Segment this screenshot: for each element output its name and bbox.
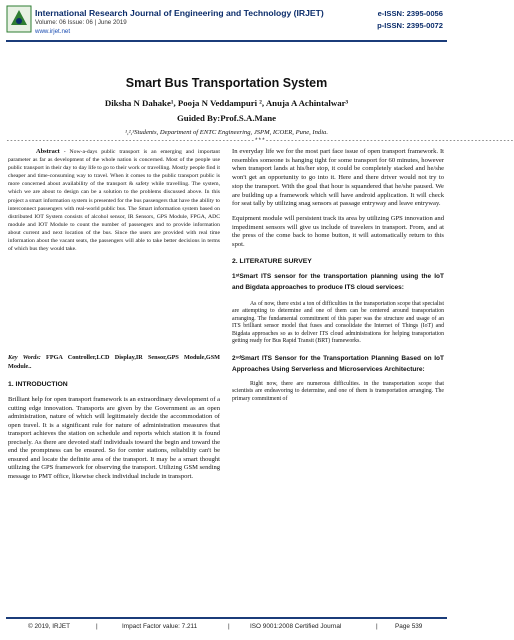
journal-name: International Research Journal of Engineering and Technology (IRJET) [35,8,324,18]
footer-page: Page 539 [395,623,423,630]
survey-item-2-text: Right now, there are numerous difficulties. in the transportation scope that scientists are endeavoring to determine, and one of them is transportation arranging. The primary commitment of [232,380,444,402]
keywords [8,353,220,371]
survey-item-2-title: 2ⁿᵈSmart ITS Sensor for the Transportation Planning Based on IoT Approaches Using Serverless and Microservices Architecture: [232,354,444,373]
eissn: e-ISSN: 2395-0056 [377,9,443,18]
abstract [8,148,220,253]
footer-rule [6,617,447,619]
footer-iso: ISO 9001:2008 Certified Journal [250,623,342,630]
right-para-1: In everyday life we for the most part face issue of open transport framework. It resembles someone is hanging tight for some transport for 60 minutes, however when transport lands at his/her stop, it could be completely stacked and he/she won't get an opportunity to go into it. Here and there driver would not try to stop the transport. With the goal that hour is squandered that he/she paused. We are building up a framework which will have android application. It will check for seat tally by utilizing snag sensors at passage entryway and leave entryway. [232,148,444,208]
footer-separator: | [376,623,378,630]
literature-heading: 2. LITERATURE SURVEY [232,257,312,265]
separator-line: ---------------------------------------------------------------------***--------------------------------------------------------------------- [6,137,514,144]
right-para-2: Equipment module will persistent track its area by utilizing GPS innovation and impediment sensors will give us include of travelers in transport. From, and at the press of the come back to home button, it will automatically return to this spot. [232,214,444,249]
survey-item-1-text: As of now, there exist a ton of difficulties in the transportation scope that specialist are attempting to determine and one of them can be centered around transportation arranging. The fundamental commitment of this paper was the structure and usage of an ITS brilliant sensor model that fuses and consolidate the Internet of Things (IoT) and Bigdata approaches so as to deliver ITS cloud administrations for helping transportation getting ready for Bus Rapid Transit (BRT) frameworks. [232,300,444,345]
survey-item-1-title: 1ˢᵗSmart ITS sensor for the transportation planning using the IoT and Bigdata approaches to produce ITS cloud services: [232,272,444,291]
paper-affiliation: ¹,²,³Students, Department of ENTC Engineering, JSPM, ICOER, Pune, India. [125,129,328,136]
intro-heading: 1. INTRODUCTION [8,381,68,389]
footer-separator: | [228,623,230,630]
abstract-label: Abstract [36,148,60,155]
right-column [232,148,444,403]
volume-line: Volume: 06 Issue: 06 | June 2019 [35,19,127,26]
footer-impact: Impact Factor value: 7.211 [122,623,198,630]
footer-separator: | [96,623,98,630]
paper-guide: Guided By:Prof.S.A.Mane [176,113,277,123]
journal-url[interactable]: www.irjet.net [35,28,71,35]
intro-text: Brilliant help for open transport framework is an extraordinary development of a cutting edge innovation. Transports are given by the Government as an open administration, nature of which will legitimately decide the accommodation of open travel. It is a significant rule for nature of administration measures that transport achieves the station on schedule and reports which station it is found precisely. As there are devoted staff individuals toward the begin and toward the end the promptness can be ensured. So for center stations, reliability can't be ensured and locate the definite area of the transport. It may be a smart thought utilizing the GPS framework for observing the transport. Utilizing GSM sending message to PMT office, likewise check individual include in transport. [8,396,220,480]
keywords-label: Key Words: [8,354,41,362]
paper-authors: Diksha N Dahake¹, Pooja N Veddampuri ², Anuja A Achintalwar³ [104,98,349,108]
header-rule [6,40,447,42]
pissn: p-ISSN: 2395-0072 [377,21,443,30]
abstract-text: - Now-a-days public transport is an emerging and important parameter as far as development of the whole nation is concerned. Most of the people use public transport in their day to day life to go to their work or travelling. Mostly people find it cheaper and time-consuming way to travel. When it comes to the public transport public is more concerned about availability of the transport & safety while travelling. The system, which we are about to design can be a solution to the problems discussed above. In this project a smart information system is presented for the bus passengers that have the ability to interconnect passengers with real-world public bus. The Smart information system based on distributed IOT System consists of alcohol sensor, IR Sensors, GPS Module, FPGA, ADC module and IOT Module to count the number of passengers and to provide information about current and next location of the bus. Since the users are provided with real time information about the vacant seats, the passengers will able to take better decisions in terms of which bus they would take. [8,149,220,253]
irjet-logo-icon [6,5,32,33]
left-column [8,148,220,481]
footer-copyright: © 2019, IRJET [28,623,71,630]
paper-title: Smart Bus Transportation System [125,76,328,90]
keywords-text: FPGA Controller,LCD Display,IR Sensor,GPS Module,GSM Module.. [8,354,220,371]
